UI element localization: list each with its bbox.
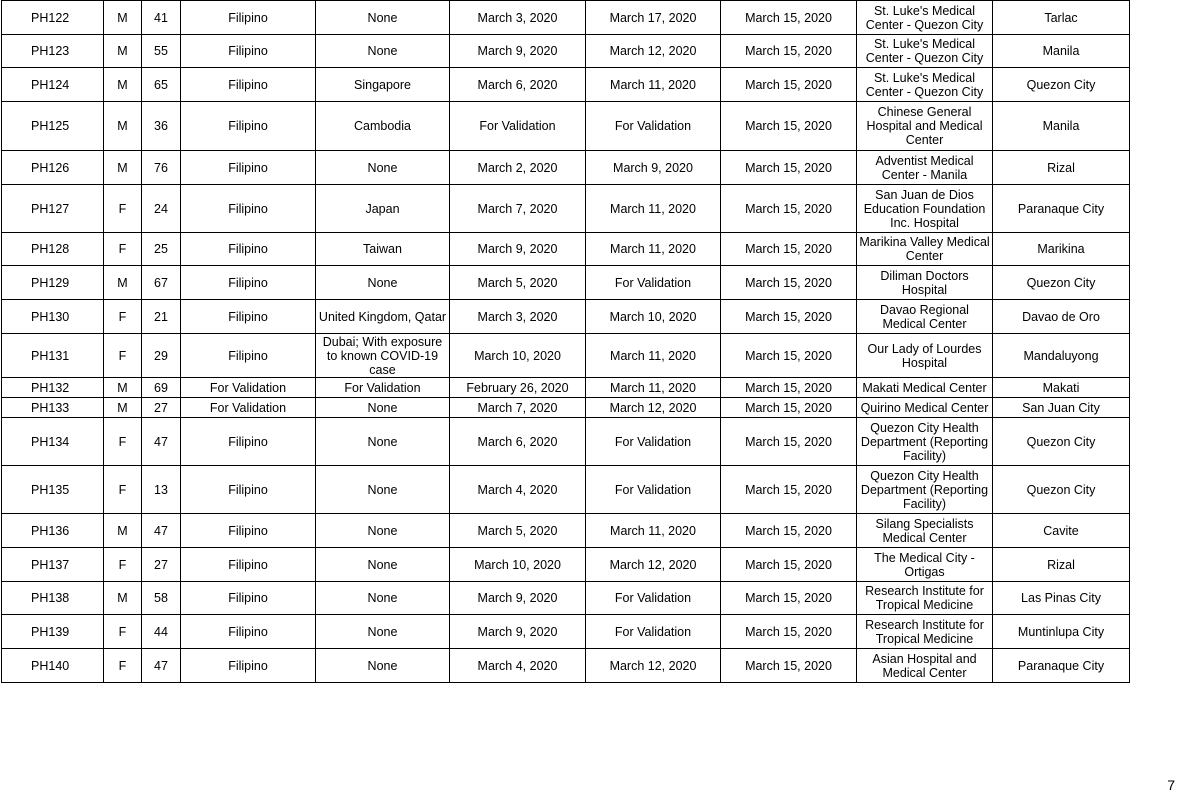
sex-cell: M <box>104 266 142 300</box>
admission-date-cell: March 10, 2020 <box>586 300 721 334</box>
travel-history-cell: None <box>316 582 450 615</box>
age-cell: 67 <box>142 266 181 300</box>
nationality-cell: Filipino <box>181 334 316 378</box>
travel-history-cell: Japan <box>316 185 450 233</box>
table-row <box>2 1 1130 35</box>
nationality-cell: Filipino <box>181 514 316 548</box>
onset-date-cell: March 10, 2020 <box>450 334 586 378</box>
sex-cell: M <box>104 35 142 68</box>
case-id-cell: PH126 <box>2 151 104 185</box>
confirmation-date-cell: March 15, 2020 <box>721 615 857 649</box>
sex-cell: F <box>104 548 142 582</box>
case-id-cell: PH140 <box>2 649 104 683</box>
travel-history-cell: None <box>316 266 450 300</box>
nationality-cell: Filipino <box>181 582 316 615</box>
table-row <box>2 334 1130 378</box>
table-row <box>2 649 1130 683</box>
sex-cell: M <box>104 378 142 398</box>
admission-date-cell: March 12, 2020 <box>586 398 721 418</box>
confirmation-date-cell: March 15, 2020 <box>721 233 857 266</box>
onset-date-cell: March 5, 2020 <box>450 514 586 548</box>
nationality-cell: Filipino <box>181 233 316 266</box>
confirmation-date-cell: March 15, 2020 <box>721 300 857 334</box>
confirmation-date-cell: March 15, 2020 <box>721 185 857 233</box>
residence-cell: Quezon City <box>993 466 1130 514</box>
sex-cell: F <box>104 334 142 378</box>
age-cell: 41 <box>142 1 181 35</box>
health-facility-cell: St. Luke's Medical Center - Quezon City <box>857 1 993 35</box>
table-row <box>2 418 1130 466</box>
nationality-cell: Filipino <box>181 266 316 300</box>
onset-date-cell: March 9, 2020 <box>450 582 586 615</box>
age-cell: 65 <box>142 68 181 102</box>
health-facility-cell: Adventist Medical Center - Manila <box>857 151 993 185</box>
age-cell: 47 <box>142 649 181 683</box>
case-id-cell: PH137 <box>2 548 104 582</box>
table-row <box>2 35 1130 68</box>
onset-date-cell: March 7, 2020 <box>450 185 586 233</box>
sex-cell: F <box>104 418 142 466</box>
case-id-cell: PH136 <box>2 514 104 548</box>
health-facility-cell: Makati Medical Center <box>857 378 993 398</box>
table-row <box>2 151 1130 185</box>
admission-date-cell: March 11, 2020 <box>586 334 721 378</box>
travel-history-cell: None <box>316 35 450 68</box>
case-id-cell: PH131 <box>2 334 104 378</box>
confirmation-date-cell: March 15, 2020 <box>721 151 857 185</box>
confirmation-date-cell: March 15, 2020 <box>721 548 857 582</box>
admission-date-cell: For Validation <box>586 582 721 615</box>
health-facility-cell: St. Luke's Medical Center - Quezon City <box>857 68 993 102</box>
table-row <box>2 615 1130 649</box>
health-facility-cell: Quezon City Health Department (Reporting Facility) <box>857 418 993 466</box>
health-facility-cell: Research Institute for Tropical Medicine <box>857 582 993 615</box>
sex-cell: M <box>104 582 142 615</box>
onset-date-cell: March 3, 2020 <box>450 300 586 334</box>
health-facility-cell: Marikina Valley Medical Center <box>857 233 993 266</box>
table-row <box>2 378 1130 398</box>
travel-history-cell: None <box>316 151 450 185</box>
health-facility-cell: Davao Regional Medical Center <box>857 300 993 334</box>
table-row <box>2 514 1130 548</box>
travel-history-cell: None <box>316 1 450 35</box>
admission-date-cell: March 12, 2020 <box>586 548 721 582</box>
confirmation-date-cell: March 15, 2020 <box>721 398 857 418</box>
sex-cell: F <box>104 300 142 334</box>
residence-cell: Manila <box>993 102 1130 151</box>
onset-date-cell: March 10, 2020 <box>450 548 586 582</box>
age-cell: 47 <box>142 514 181 548</box>
onset-date-cell: March 7, 2020 <box>450 398 586 418</box>
travel-history-cell: United Kingdom, Qatar <box>316 300 450 334</box>
sex-cell: M <box>104 68 142 102</box>
case-id-cell: PH124 <box>2 68 104 102</box>
case-id-cell: PH125 <box>2 102 104 151</box>
age-cell: 25 <box>142 233 181 266</box>
onset-date-cell: For Validation <box>450 102 586 151</box>
nationality-cell: Filipino <box>181 35 316 68</box>
travel-history-cell: None <box>316 466 450 514</box>
travel-history-cell: None <box>316 398 450 418</box>
case-id-cell: PH134 <box>2 418 104 466</box>
onset-date-cell: March 4, 2020 <box>450 466 586 514</box>
confirmation-date-cell: March 15, 2020 <box>721 514 857 548</box>
health-facility-cell: Quirino Medical Center <box>857 398 993 418</box>
age-cell: 47 <box>142 418 181 466</box>
residence-cell: Paranaque City <box>993 649 1130 683</box>
onset-date-cell: March 9, 2020 <box>450 35 586 68</box>
age-cell: 24 <box>142 185 181 233</box>
nationality-cell: Filipino <box>181 466 316 514</box>
admission-date-cell: March 17, 2020 <box>586 1 721 35</box>
age-cell: 55 <box>142 35 181 68</box>
confirmation-date-cell: March 15, 2020 <box>721 649 857 683</box>
sex-cell: F <box>104 233 142 266</box>
table-row <box>2 102 1130 151</box>
age-cell: 27 <box>142 398 181 418</box>
residence-cell: Rizal <box>993 151 1130 185</box>
residence-cell: Makati <box>993 378 1130 398</box>
sex-cell: M <box>104 1 142 35</box>
admission-date-cell: March 11, 2020 <box>586 233 721 266</box>
age-cell: 21 <box>142 300 181 334</box>
residence-cell: Quezon City <box>993 68 1130 102</box>
health-facility-cell: Silang Specialists Medical Center <box>857 514 993 548</box>
travel-history-cell: None <box>316 649 450 683</box>
table-row <box>2 466 1130 514</box>
table-row <box>2 582 1130 615</box>
nationality-cell: Filipino <box>181 548 316 582</box>
confirmation-date-cell: March 15, 2020 <box>721 582 857 615</box>
health-facility-cell: St. Luke's Medical Center - Quezon City <box>857 35 993 68</box>
admission-date-cell: March 11, 2020 <box>586 378 721 398</box>
case-id-cell: PH129 <box>2 266 104 300</box>
admission-date-cell: For Validation <box>586 266 721 300</box>
confirmation-date-cell: March 15, 2020 <box>721 68 857 102</box>
residence-cell: Quezon City <box>993 266 1130 300</box>
nationality-cell: Filipino <box>181 68 316 102</box>
admission-date-cell: March 12, 2020 <box>586 649 721 683</box>
residence-cell: Davao de Oro <box>993 300 1130 334</box>
health-facility-cell: Research Institute for Tropical Medicine <box>857 615 993 649</box>
onset-date-cell: March 5, 2020 <box>450 266 586 300</box>
residence-cell: Rizal <box>993 548 1130 582</box>
onset-date-cell: March 2, 2020 <box>450 151 586 185</box>
admission-date-cell: March 11, 2020 <box>586 514 721 548</box>
confirmation-date-cell: March 15, 2020 <box>721 466 857 514</box>
case-id-cell: PH133 <box>2 398 104 418</box>
residence-cell: Muntinlupa City <box>993 615 1130 649</box>
residence-cell: Paranaque City <box>993 185 1130 233</box>
case-id-cell: PH132 <box>2 378 104 398</box>
age-cell: 44 <box>142 615 181 649</box>
age-cell: 36 <box>142 102 181 151</box>
onset-date-cell: March 6, 2020 <box>450 418 586 466</box>
confirmation-date-cell: March 15, 2020 <box>721 418 857 466</box>
nationality-cell: Filipino <box>181 300 316 334</box>
sex-cell: M <box>104 151 142 185</box>
age-cell: 69 <box>142 378 181 398</box>
health-facility-cell: Asian Hospital and Medical Center <box>857 649 993 683</box>
case-id-cell: PH127 <box>2 185 104 233</box>
admission-date-cell: For Validation <box>586 615 721 649</box>
confirmation-date-cell: March 15, 2020 <box>721 334 857 378</box>
sex-cell: M <box>104 514 142 548</box>
travel-history-cell: None <box>316 514 450 548</box>
table-row <box>2 266 1130 300</box>
sex-cell: F <box>104 615 142 649</box>
case-id-cell: PH128 <box>2 233 104 266</box>
age-cell: 29 <box>142 334 181 378</box>
case-id-cell: PH123 <box>2 35 104 68</box>
case-table <box>1 0 1130 683</box>
case-id-cell: PH135 <box>2 466 104 514</box>
travel-history-cell: None <box>316 418 450 466</box>
residence-cell: San Juan City <box>993 398 1130 418</box>
admission-date-cell: For Validation <box>586 466 721 514</box>
nationality-cell: Filipino <box>181 102 316 151</box>
sex-cell: F <box>104 185 142 233</box>
onset-date-cell: March 9, 2020 <box>450 233 586 266</box>
residence-cell: Marikina <box>993 233 1130 266</box>
health-facility-cell: Diliman Doctors Hospital <box>857 266 993 300</box>
sex-cell: M <box>104 398 142 418</box>
residence-cell: Las Pinas City <box>993 582 1130 615</box>
admission-date-cell: March 11, 2020 <box>586 68 721 102</box>
table-row <box>2 233 1130 266</box>
admission-date-cell: For Validation <box>586 418 721 466</box>
travel-history-cell: For Validation <box>316 378 450 398</box>
health-facility-cell: Chinese General Hospital and Medical Center <box>857 102 993 151</box>
onset-date-cell: March 3, 2020 <box>450 1 586 35</box>
health-facility-cell: Our Lady of Lourdes Hospital <box>857 334 993 378</box>
confirmation-date-cell: March 15, 2020 <box>721 1 857 35</box>
sex-cell: M <box>104 102 142 151</box>
travel-history-cell: Taiwan <box>316 233 450 266</box>
admission-date-cell: March 11, 2020 <box>586 185 721 233</box>
residence-cell: Cavite <box>993 514 1130 548</box>
confirmation-date-cell: March 15, 2020 <box>721 266 857 300</box>
nationality-cell: Filipino <box>181 151 316 185</box>
residence-cell: Manila <box>993 35 1130 68</box>
residence-cell: Tarlac <box>993 1 1130 35</box>
age-cell: 13 <box>142 466 181 514</box>
age-cell: 27 <box>142 548 181 582</box>
table-row <box>2 185 1130 233</box>
case-table-body <box>2 1 1130 683</box>
nationality-cell: For Validation <box>181 378 316 398</box>
residence-cell: Mandaluyong <box>993 334 1130 378</box>
health-facility-cell: Quezon City Health Department (Reporting Facility) <box>857 466 993 514</box>
page-number: 7 <box>1167 777 1175 793</box>
admission-date-cell: March 12, 2020 <box>586 35 721 68</box>
admission-date-cell: For Validation <box>586 102 721 151</box>
travel-history-cell: Cambodia <box>316 102 450 151</box>
nationality-cell: Filipino <box>181 615 316 649</box>
health-facility-cell: The Medical City - Ortigas <box>857 548 993 582</box>
sex-cell: F <box>104 649 142 683</box>
case-id-cell: PH139 <box>2 615 104 649</box>
confirmation-date-cell: March 15, 2020 <box>721 102 857 151</box>
nationality-cell: Filipino <box>181 418 316 466</box>
nationality-cell: For Validation <box>181 398 316 418</box>
age-cell: 76 <box>142 151 181 185</box>
table-row <box>2 398 1130 418</box>
case-id-cell: PH122 <box>2 1 104 35</box>
nationality-cell: Filipino <box>181 1 316 35</box>
onset-date-cell: March 4, 2020 <box>450 649 586 683</box>
table-row <box>2 68 1130 102</box>
residence-cell: Quezon City <box>993 418 1130 466</box>
onset-date-cell: February 26, 2020 <box>450 378 586 398</box>
health-facility-cell: San Juan de Dios Education Foundation Inc. Hospital <box>857 185 993 233</box>
confirmation-date-cell: March 15, 2020 <box>721 378 857 398</box>
case-id-cell: PH138 <box>2 582 104 615</box>
travel-history-cell: None <box>316 615 450 649</box>
nationality-cell: Filipino <box>181 649 316 683</box>
admission-date-cell: March 9, 2020 <box>586 151 721 185</box>
table-row <box>2 548 1130 582</box>
confirmation-date-cell: March 15, 2020 <box>721 35 857 68</box>
case-id-cell: PH130 <box>2 300 104 334</box>
age-cell: 58 <box>142 582 181 615</box>
onset-date-cell: March 9, 2020 <box>450 615 586 649</box>
travel-history-cell: None <box>316 548 450 582</box>
sex-cell: F <box>104 466 142 514</box>
travel-history-cell: Dubai; With exposure to known COVID-19 case <box>316 334 450 378</box>
nationality-cell: Filipino <box>181 185 316 233</box>
travel-history-cell: Singapore <box>316 68 450 102</box>
onset-date-cell: March 6, 2020 <box>450 68 586 102</box>
table-row <box>2 300 1130 334</box>
